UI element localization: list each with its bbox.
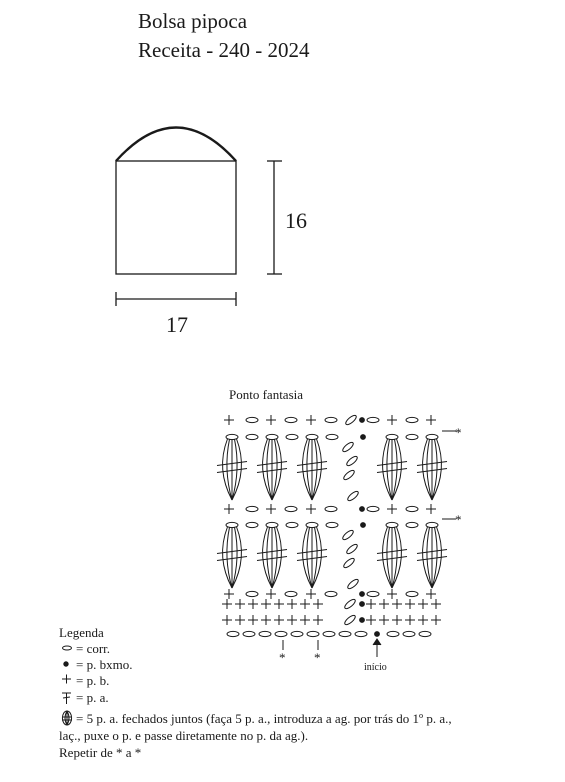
legend-repeat-note: Repetir de * a * bbox=[59, 745, 142, 760]
slip-stitch-mark bbox=[360, 602, 365, 607]
chain-mark bbox=[306, 522, 318, 527]
legend-item-slip-stitch: = p. bxmo. bbox=[76, 657, 133, 672]
chain-mark bbox=[307, 631, 319, 636]
popcorn-mark bbox=[377, 439, 407, 500]
chain-mark bbox=[325, 506, 337, 511]
chain-mark bbox=[285, 506, 297, 511]
height-label: 16 bbox=[285, 208, 307, 233]
single-crochet-mark bbox=[261, 615, 271, 625]
turning-chain-mark bbox=[345, 455, 358, 467]
chart-title: Ponto fantasia bbox=[229, 387, 304, 402]
popcorn-icon bbox=[62, 711, 72, 725]
chain-mark bbox=[426, 522, 438, 527]
legend-heading: Legenda bbox=[59, 625, 104, 640]
width-label: 17 bbox=[166, 312, 188, 337]
single-crochet-mark bbox=[266, 589, 276, 599]
single-crochet-mark bbox=[379, 615, 389, 625]
slip-stitch-mark bbox=[375, 632, 380, 637]
chain-mark bbox=[326, 434, 338, 439]
single-crochet-mark bbox=[313, 615, 323, 625]
chain-mark bbox=[419, 631, 431, 636]
single-crochet-mark bbox=[248, 615, 258, 625]
single-crochet-mark bbox=[300, 599, 310, 609]
chain-mark bbox=[246, 522, 258, 527]
turning-chain-mark bbox=[341, 529, 354, 541]
single-crochet-mark bbox=[266, 415, 276, 425]
single-crochet-mark bbox=[222, 615, 232, 625]
single-crochet-mark bbox=[426, 589, 436, 599]
chain-mark bbox=[326, 522, 338, 527]
chain-mark bbox=[367, 506, 379, 511]
single-crochet-mark bbox=[306, 589, 316, 599]
pattern-title: Bolsa pipoca bbox=[138, 9, 248, 33]
single-crochet-mark bbox=[431, 599, 441, 609]
chain-mark bbox=[386, 434, 398, 439]
turning-chain-mark bbox=[346, 578, 359, 590]
legend-item-popcorn-continued: laç., puxe o p. e passe diretamente no p. da ag.). bbox=[59, 728, 309, 743]
single-crochet-mark bbox=[224, 504, 234, 514]
chain-mark bbox=[246, 506, 258, 511]
chain-mark bbox=[355, 631, 367, 636]
repeat-marker: * bbox=[455, 512, 462, 527]
double-crochet-icon bbox=[62, 693, 71, 704]
single-crochet-mark bbox=[366, 615, 376, 625]
chain-mark bbox=[259, 631, 271, 636]
chain-mark bbox=[285, 591, 297, 596]
chain-mark bbox=[367, 417, 379, 422]
chain-mark bbox=[227, 631, 239, 636]
chain-mark bbox=[325, 417, 337, 422]
single-crochet-mark bbox=[426, 504, 436, 514]
popcorn-mark bbox=[417, 439, 447, 500]
bag-body-outline bbox=[116, 161, 236, 274]
repeat-marker: * bbox=[314, 650, 321, 665]
chain-mark bbox=[285, 417, 297, 422]
single-crochet-mark bbox=[224, 589, 234, 599]
chain-mark bbox=[406, 591, 418, 596]
turning-chain-mark bbox=[344, 414, 357, 426]
chain-mark bbox=[266, 522, 278, 527]
legend-item-popcorn: = 5 p. a. fechados juntos (faça 5 p. a., introduza a ag. por trás do 1º p. a., bbox=[76, 711, 452, 726]
chain-mark bbox=[246, 434, 258, 439]
chain-mark bbox=[406, 434, 418, 439]
chain-mark bbox=[286, 434, 298, 439]
chain-mark bbox=[367, 591, 379, 596]
popcorn-mark bbox=[217, 439, 247, 500]
single-crochet-mark bbox=[274, 599, 284, 609]
single-crochet-mark bbox=[235, 615, 245, 625]
single-crochet-mark bbox=[405, 599, 415, 609]
slip-stitch-mark bbox=[361, 523, 366, 528]
popcorn-mark bbox=[257, 527, 287, 588]
single-crochet-mark bbox=[248, 599, 258, 609]
popcorn-mark bbox=[297, 439, 327, 500]
turning-chain-mark bbox=[343, 598, 356, 610]
single-crochet-mark bbox=[392, 599, 402, 609]
chain-icon bbox=[63, 646, 72, 650]
legend-item-chain: = corr. bbox=[76, 641, 111, 656]
single-crochet-mark bbox=[387, 589, 397, 599]
single-crochet-mark bbox=[426, 415, 436, 425]
popcorn-mark bbox=[417, 527, 447, 588]
chain-mark bbox=[291, 631, 303, 636]
bag-schematic bbox=[116, 128, 282, 307]
chain-mark bbox=[325, 591, 337, 596]
chain-mark bbox=[323, 631, 335, 636]
turning-chain-mark bbox=[342, 557, 355, 569]
chain-mark bbox=[306, 434, 318, 439]
single-crochet-mark bbox=[261, 599, 271, 609]
chain-mark bbox=[339, 631, 351, 636]
slip-stitch-mark bbox=[360, 618, 365, 623]
single-crochet-mark bbox=[235, 599, 245, 609]
chain-mark bbox=[406, 506, 418, 511]
chain-mark bbox=[406, 417, 418, 422]
chain-mark bbox=[226, 434, 238, 439]
single-crochet-mark bbox=[392, 615, 402, 625]
stitch-chart bbox=[217, 414, 462, 665]
chain-mark bbox=[286, 522, 298, 527]
turning-chain-mark bbox=[343, 614, 356, 626]
turning-chain-mark bbox=[341, 441, 354, 453]
slip-stitch-icon bbox=[64, 662, 68, 666]
legend-item-single-crochet: = p. b. bbox=[76, 673, 110, 688]
single-crochet-mark bbox=[387, 504, 397, 514]
popcorn-mark bbox=[297, 527, 327, 588]
chain-mark bbox=[406, 522, 418, 527]
chain-mark bbox=[403, 631, 415, 636]
single-crochet-mark bbox=[418, 615, 428, 625]
single-crochet-mark bbox=[287, 599, 297, 609]
single-crochet-mark bbox=[313, 599, 323, 609]
legend-symbols bbox=[62, 646, 72, 725]
single-crochet-mark bbox=[274, 615, 284, 625]
slip-stitch-mark bbox=[360, 592, 365, 597]
legend-item-double-crochet: = p. a. bbox=[76, 690, 109, 705]
single-crochet-icon bbox=[62, 675, 71, 684]
start-arrow-head bbox=[373, 639, 381, 645]
chain-mark bbox=[386, 522, 398, 527]
slip-stitch-mark bbox=[360, 418, 365, 423]
turning-chain-mark bbox=[342, 469, 355, 481]
chain-mark bbox=[266, 434, 278, 439]
bag-top-curve bbox=[116, 128, 236, 162]
slip-stitch-mark bbox=[361, 435, 366, 440]
single-crochet-mark bbox=[306, 415, 316, 425]
single-crochet-mark bbox=[379, 599, 389, 609]
chain-mark bbox=[243, 631, 255, 636]
popcorn-mark bbox=[257, 439, 287, 500]
start-label: início bbox=[364, 662, 387, 673]
chain-mark bbox=[246, 417, 258, 422]
single-crochet-mark bbox=[266, 504, 276, 514]
chain-mark bbox=[275, 631, 287, 636]
slip-stitch-mark bbox=[360, 507, 365, 512]
single-crochet-mark bbox=[405, 615, 415, 625]
single-crochet-mark bbox=[306, 504, 316, 514]
chain-mark bbox=[226, 522, 238, 527]
chain-mark bbox=[246, 591, 258, 596]
turning-chain-mark bbox=[345, 543, 358, 555]
single-crochet-mark bbox=[300, 615, 310, 625]
popcorn-mark bbox=[377, 527, 407, 588]
turning-chain-mark bbox=[346, 490, 359, 502]
repeat-marker: * bbox=[279, 650, 286, 665]
popcorn-mark bbox=[217, 527, 247, 588]
single-crochet-mark bbox=[387, 415, 397, 425]
single-crochet-mark bbox=[418, 599, 428, 609]
single-crochet-mark bbox=[431, 615, 441, 625]
single-crochet-mark bbox=[287, 615, 297, 625]
repeat-marker: * bbox=[455, 425, 462, 440]
single-crochet-mark bbox=[366, 599, 376, 609]
chain-mark bbox=[426, 434, 438, 439]
chain-mark bbox=[387, 631, 399, 636]
single-crochet-mark bbox=[224, 415, 234, 425]
recipe-number: Receita - 240 - 2024 bbox=[138, 38, 310, 62]
single-crochet-mark bbox=[222, 599, 232, 609]
